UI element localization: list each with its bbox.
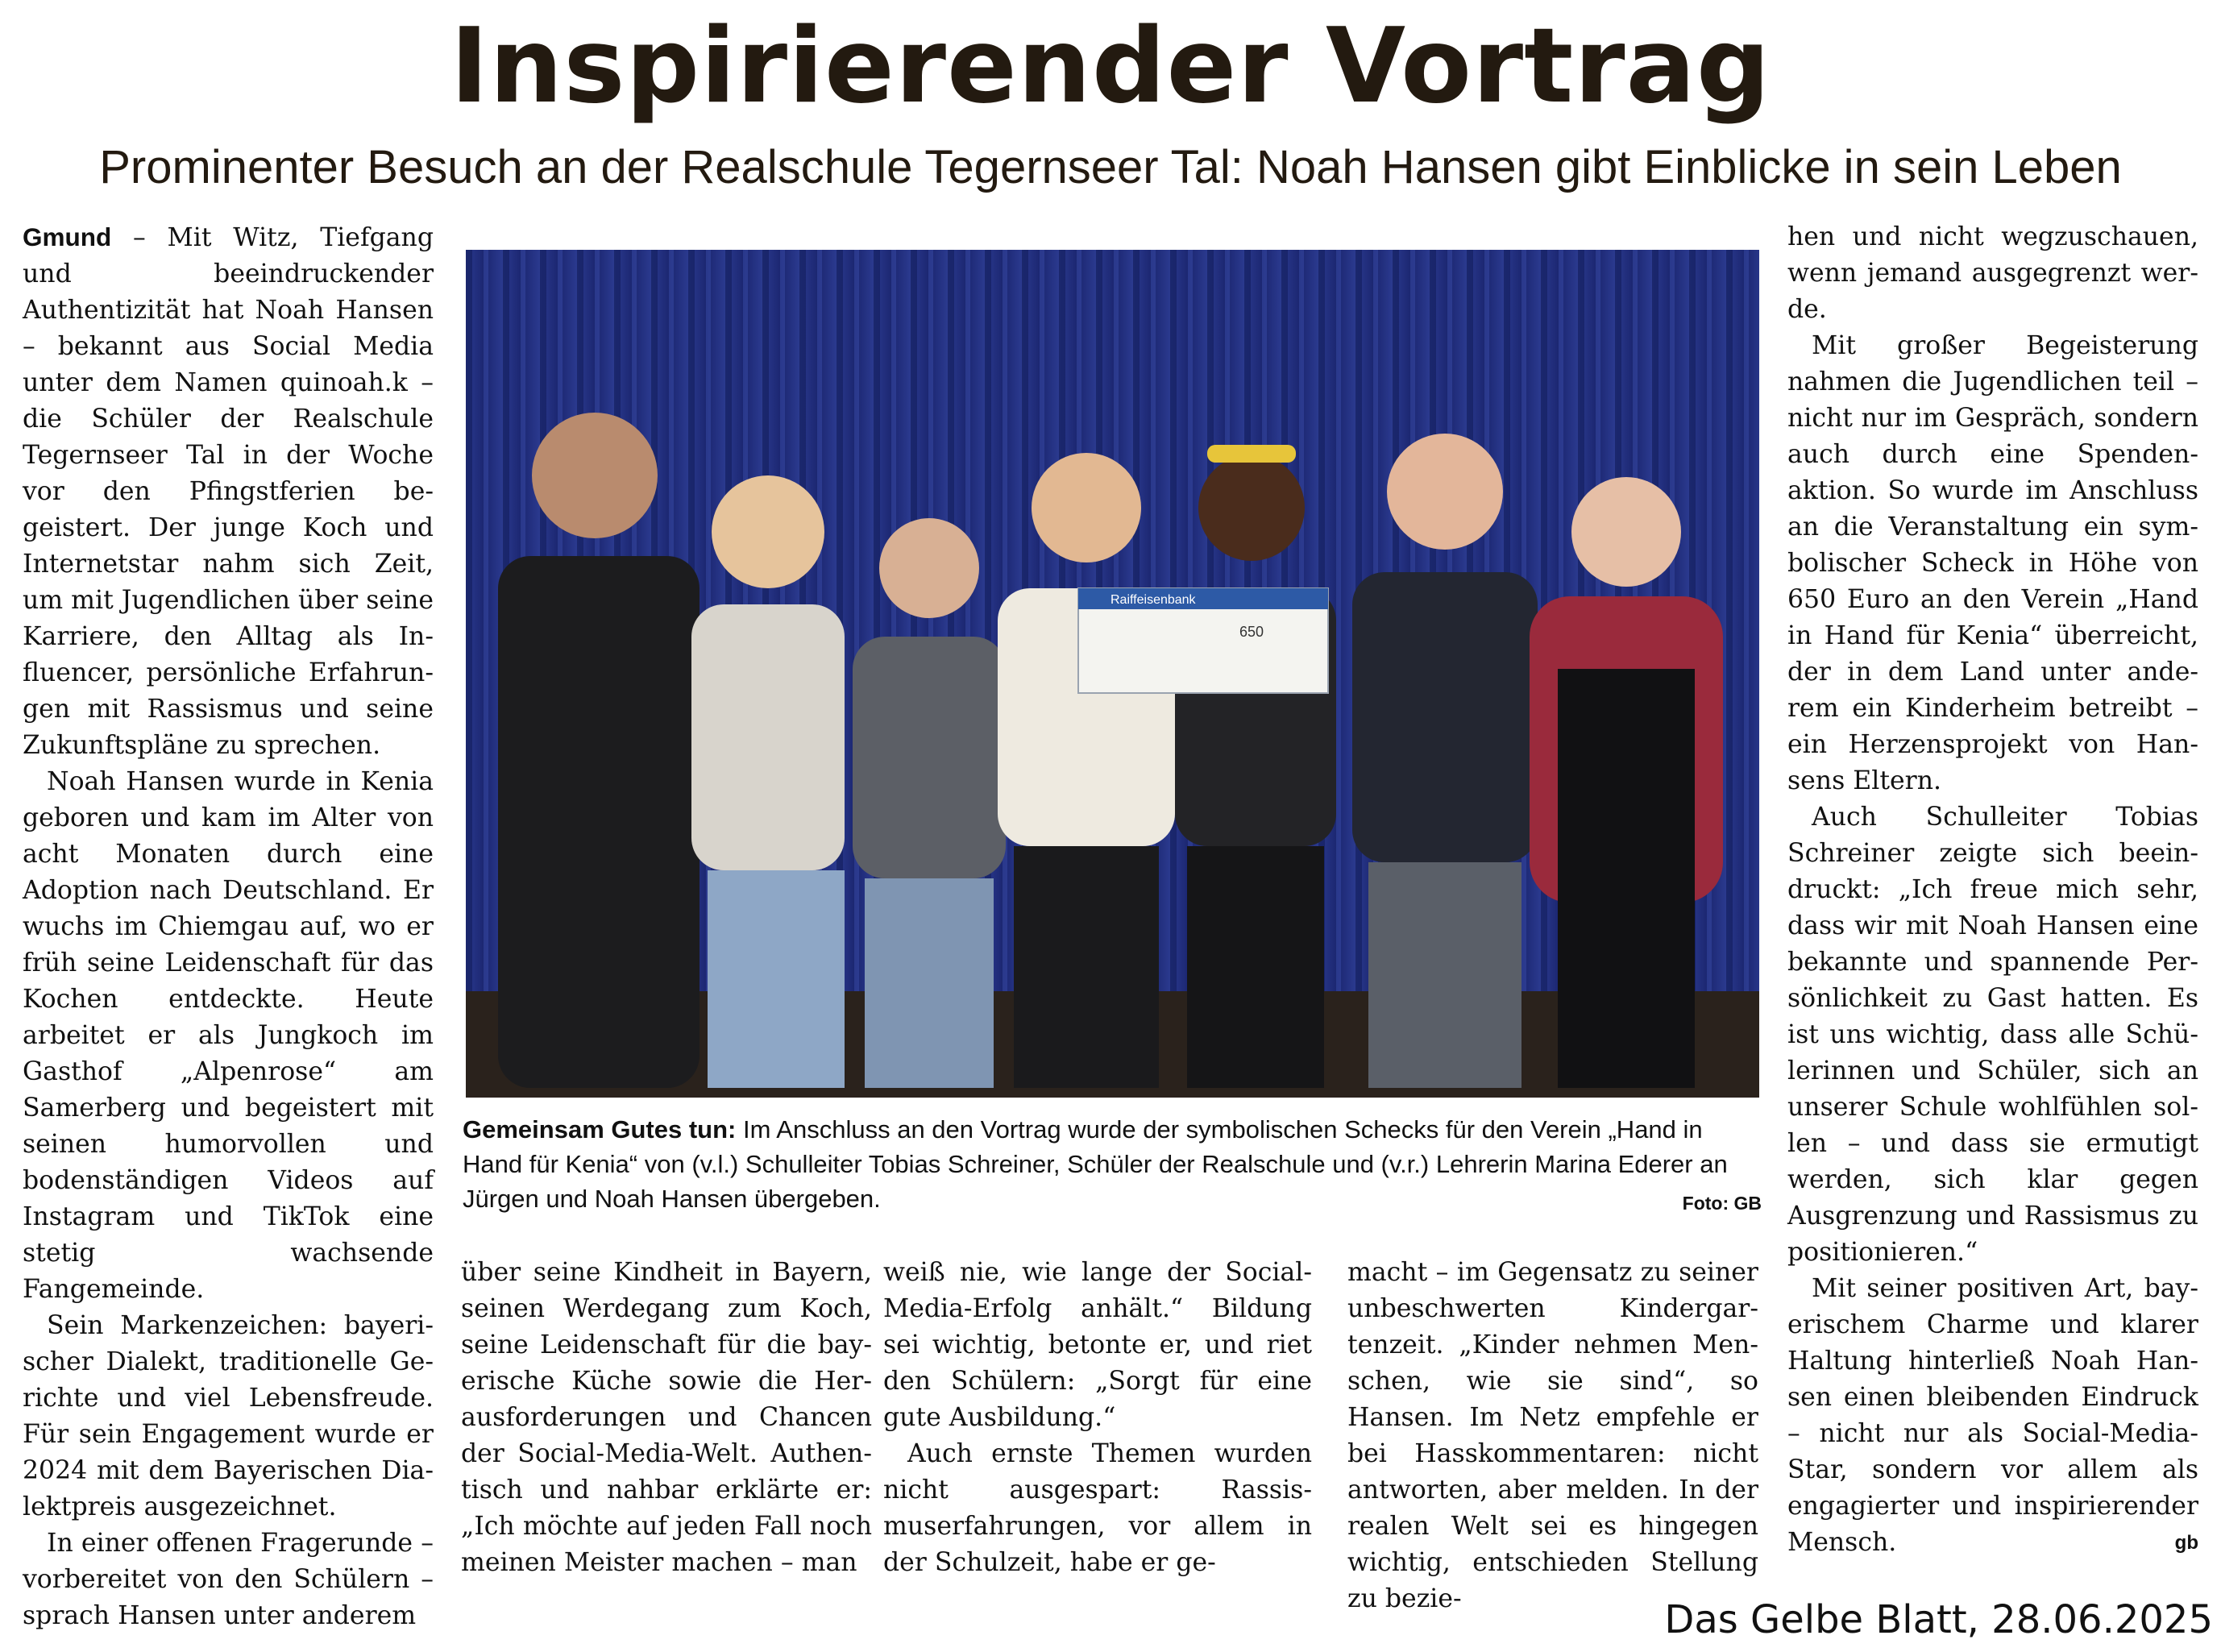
article-paragraph (23, 219, 434, 764)
article-paragraph: weiß nie, wie lange der Social-Media-Erfolg anhält.“ Bildung sei wichtig, betonte er, und riet den Schülern: „Sorgt für eine gute Ausbildung.“ (883, 1258, 1312, 1432)
article-column-4 (1347, 1255, 1758, 1613)
symbolic-check (1078, 588, 1328, 693)
paragraph-text: Mit seiner positiven Art, bayerischem Charme und klarer Haltung hinterließ Noah Hansen einen bleibenden Eindruck – nicht nur als Social-Media-Star, sondern vor allem als engagierter und inspirierender Mensch. (1787, 1274, 2198, 1557)
check-bank-name: Raiffeisenbank (1110, 593, 1196, 607)
article-paragraph: hen und nicht wegzuschauen, wenn jemand ausgegrenzt werde. (1787, 222, 2198, 324)
paragraph-text: – Mit Witz, Tiefgang und beeindruckender Authentizität hat Noah Hansen – bekannt aus Social Media unter dem Namen quinoah.k – die Schüler der Realschule Tegernseer Tal in der Woche vor den Pfingstferien begeistert. Der junge Koch und Internetstar nahm sich Zeit, um mit Jugendlichen über seine Karriere, den Alltag als Influencer, persönliche Erfahrungen mit Rassismus und seine Zukunftspläne zu sprechen. (23, 223, 434, 760)
author-signature: gb (2174, 1532, 2198, 1554)
caption-text: Im Anschluss an den Vortrag wurde der symbolischen Schecks für den Verein „Hand in Hand für Kenia“ von (v.l.) Schulleiter Tobias Schreiner, Schüler der Realschule und (v.r.) Lehrerin Marina Ederer an Jürgen und Noah Hansen übergeben. (463, 1115, 1728, 1213)
dateline: Gmund (23, 222, 112, 251)
photo-caption (463, 1112, 1762, 1216)
article-paragraph: Auch ernste Themen wurden nicht ausgespart: Rassismuserfahrungen, vor allem in der Schulzeit, habe er ge- (883, 1439, 1312, 1577)
article-photo (466, 250, 1759, 1098)
article-column-1 (23, 219, 434, 1630)
article-column-2 (461, 1255, 872, 1593)
publication-source: Das Gelbe Blatt, 28.06.2025 (1664, 1597, 2213, 1642)
article-paragraph: Mit großer Begeisterung nahmen die Jugendlichen teil – nicht nur im Gespräch, sondern auch durch eine Spendenaktion. So wurde im Anschluss an die Veranstaltung ein symbolischer Scheck in Höhe von 650 Euro an den Verein „Hand in Hand für Kenia“ überreicht, der in dem Land unter anderem ein Kinderheim betreibt – ein Herzensprojekt von Hansens Eltern. (1787, 331, 2198, 795)
check-amount: 650 (1239, 624, 1264, 640)
subheadline: Prominenter Besuch an der Realschule Tegernseer Tal: Noah Hansen gibt Einblicke in sein Leben (99, 141, 2122, 193)
article-paragraph: über seine Kindheit in Bayern, seinen Werdegang zum Koch, seine Leidenschaft für die bayerische Küche sowie die Herausforderungen und Chancen der Social-Media-Welt. Authentisch und nahbar erklärte er: „Ich möchte auf jeden Fall noch meinen Meister machen – man (461, 1258, 872, 1577)
article-paragraph: macht – im Gegensatz zu seiner unbeschwerten Kindergartenzeit. „Kinder nehmen Menschen, wie sie sind“, so Hansen. Im Netz empfehle er bei Hasskommentaren: nicht antworten, aber melden. In der realen Welt sei es hingegen wichtig, entschieden Stellung zu bezie- (1347, 1258, 1758, 1613)
article-paragraph (1787, 1271, 2198, 1561)
article-paragraph: Noah Hansen wurde in Kenia geboren und kam im Alter von acht Monaten durch eine Adoption nach Deutschland. Er wuchs im Chiemgau auf, wo er früh seine Leidenschaft für das Kochen entdeckte. Heute arbeitet er als Jungkoch im Gasthof „Alpenrose“ am Samerberg und begeistert mit seinen humorvollen und bodenständigen Videos auf Instagram und TikTok eine stetig wachsende Fangemeinde. (23, 767, 434, 1304)
article-paragraph: Sein Markenzeichen: bayerischer Dialekt, traditionelle Gerichte und viel Lebensfreude. Für sein Engagement wurde er 2024 mit dem Bayerischen Dialektpreis ausgezeichnet. (23, 1311, 434, 1521)
article-paragraph: Auch Schulleiter Tobias Schreiner zeigte sich beeindruckt: „Ich freue mich sehr, dass wir mit Noah Hansen eine bekannte und spannende Persönlichkeit zu Gast hatten. Es ist uns wichtig, dass alle Schülerinnen und Schüler, sich an unserer Schule wohlfühlen sollen – und dass sie ermutigt werden, sich klar gegen Ausgrenzung und Rassismus zu positionieren.“ (1787, 803, 2198, 1267)
article-column-5 (1787, 219, 2198, 1589)
article-column-3 (883, 1255, 1312, 1593)
headline: Inspirierender Vortrag (450, 6, 1771, 127)
article-paragraph: In einer offenen Fragerunde – vorbereitet von den Schülern – sprach Hansen unter anderem (23, 1529, 434, 1630)
caption-lead: Gemeinsam Gutes tun: (463, 1115, 737, 1144)
photo-credit: Foto: GB (1682, 1193, 1762, 1214)
